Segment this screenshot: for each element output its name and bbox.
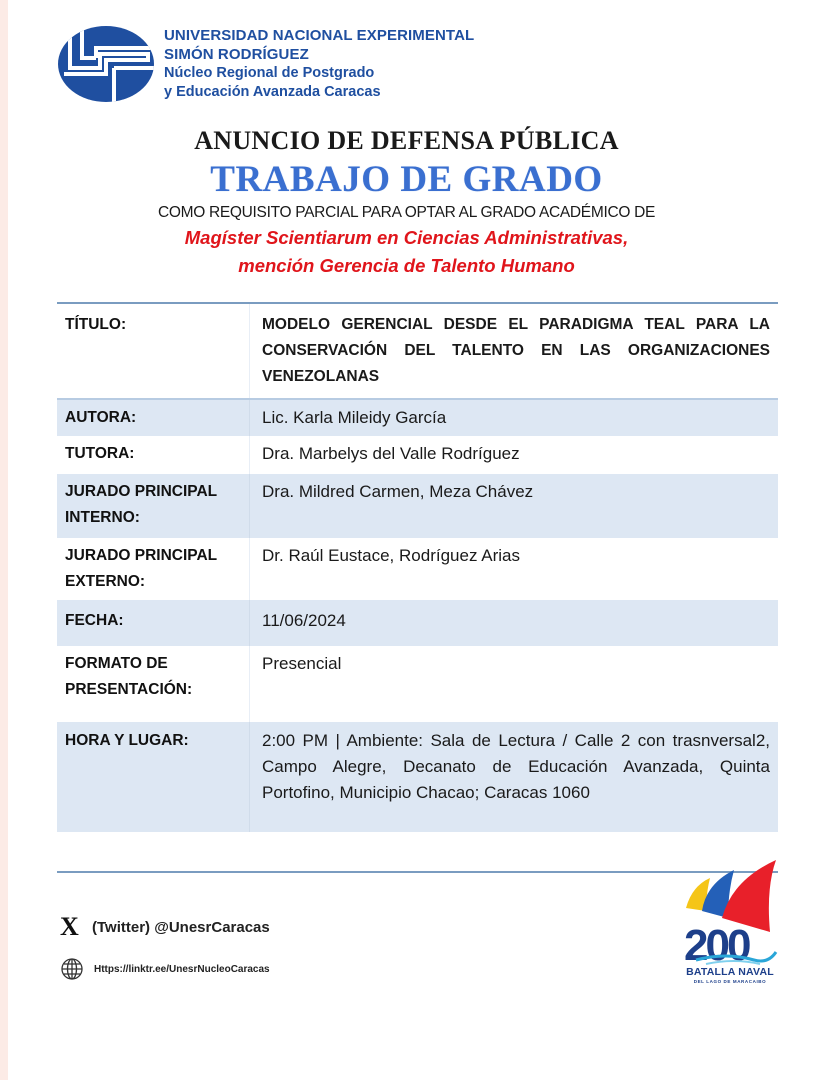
table-row-autora [57, 398, 778, 436]
table-row-jurado-externo [57, 538, 778, 600]
row-label: JURADO PRINCIPAL EXTERNO: [65, 547, 217, 590]
announcement-heading: ANUNCIO DE DEFENSA PÚBLICA [194, 126, 619, 155]
row-label: TUTORA: [65, 445, 135, 462]
main-title: TRABAJO DE GRADO [210, 159, 603, 200]
details-table [57, 302, 778, 832]
institution-name [164, 26, 474, 102]
website-url: Https://linktr.ee/UnesrNucleoCaracas [94, 963, 270, 975]
institution-header [56, 22, 516, 110]
requirement-text: COMO REQUISITO PARCIAL PARA OPTAR AL GRADO ACADÉMICO DE [157, 204, 656, 221]
twitter-handle[interactable] [60, 913, 270, 941]
tutor-value: Dra. Marbelys del Valle Rodríguez [249, 436, 778, 474]
row-label: AUTORA: [65, 409, 137, 426]
degree-line-1: Magíster Scientiarum en Ciencias Administrativas, [184, 227, 629, 248]
external-jury-value: Dr. Raúl Eustace, Rodríguez Arias [249, 538, 778, 600]
degree-line-2: mención Gerencia de Talento Humano [238, 255, 575, 276]
table-row-jurado-interno [57, 474, 778, 538]
internal-jury-value: Dra. Mildred Carmen, Meza Chávez [249, 474, 778, 538]
website-link[interactable] [60, 957, 270, 981]
institution-line-3: Núcleo Regional de Postgrado [164, 65, 375, 81]
time-place-value: 2:00 PM | Ambiente: Sala de Lectura / Calle 2 con trasnversal2, Campo Alegre, Decanato de Educación Avanzada, Quinta Portofino, Municipio Chacao; Caracas 1060 [249, 722, 778, 832]
thesis-title-value: MODELO GERENCIAL DESDE EL PARADIGMA TEAL PARA LA CONSERVACIÓN DEL TALENTO EN LAS ORGANIZACIONES VENEZOLANAS [249, 304, 778, 398]
footer-divider [57, 871, 778, 873]
institution-line-2: SIMÓN RODRÍGUEZ [164, 46, 309, 63]
table-row-formato [57, 646, 778, 722]
badge-subtitle: DEL LAGO DE MARACAIBO [693, 979, 767, 984]
row-label: TÍTULO: [65, 316, 127, 333]
badge-title: BATALLA NAVAL [686, 966, 774, 978]
twitter-text: (Twitter) @UnesrCaracas [92, 918, 270, 936]
row-label: FORMATO DE PRESENTACIÓN: [65, 655, 193, 698]
table-row-hora-lugar [57, 722, 778, 832]
unesr-logo-icon [56, 24, 156, 104]
x-logo-icon: X [60, 912, 79, 941]
svg-text:200: 200 [684, 921, 749, 970]
table-row-fecha [57, 600, 778, 646]
row-label: JURADO PRINCIPAL INTERNO: [65, 483, 217, 526]
date-value: 11/06/2024 [249, 600, 778, 646]
table-row-titulo [57, 304, 778, 398]
globe-icon [60, 957, 84, 981]
institution-line-1: UNIVERSIDAD NACIONAL EXPERIMENTAL [164, 27, 475, 44]
author-value: Lic. Karla Mileidy García [249, 400, 778, 436]
row-label: FECHA: [65, 612, 124, 629]
institution-line-4: y Educación Avanzada Caracas [164, 84, 381, 100]
format-value: Presencial [249, 646, 778, 722]
table-row-tutora [57, 436, 778, 474]
row-label: HORA Y LUGAR: [65, 732, 189, 749]
announcement-titles [0, 122, 813, 280]
